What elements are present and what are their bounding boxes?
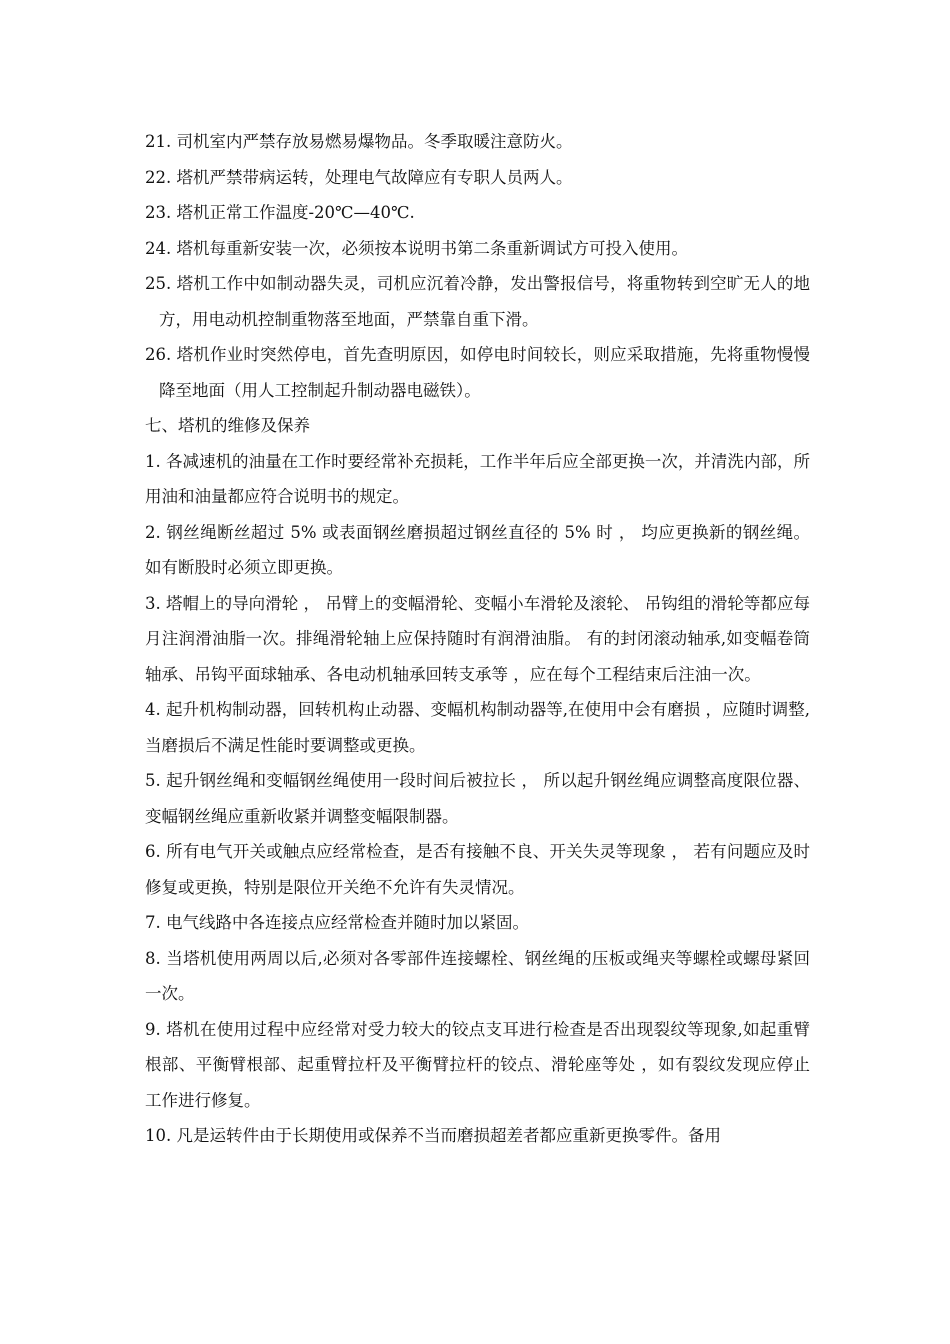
maintenance-item-6: 6. 所有电气开关或触点应经常检查，是否有接触不良、开关失灵等现象 ， 若有问题应及时修复或更换，特别是限位开关绝不允许有失灵情况。	[145, 842, 810, 897]
rule-item-23: 23. 塔机正常工作温度-20℃—40℃.	[145, 203, 415, 222]
rule-item-26: 26. 塔机作业时突然停电，首先查明原因，如停电时间较长，则应采取措施，先将重物慢慢降至地面（用人工控制起升制动器电磁铁）。	[145, 345, 810, 400]
rule-item-22: 22. 塔机严禁带病运转，处理电气故障应有专职人员两人。	[145, 167, 573, 187]
maintenance-item-7: 7. 电气线路中各连接点应经常检查并随时加以紧固。	[145, 913, 529, 932]
maintenance-item-3: 3. 塔帽上的导向滑轮 ， 吊臂上的变幅滑轮、变幅小车滑轮及滚轮、 吊钩组的滑轮等都应每月注润滑油脂一次。排绳滑轮轴上应保持随时有润滑油脂。 有的封闭滚动轴承,如变幅卷筒轴承、吊钩平面球轴承、各电动机轴承回转支承等 ，应在每个工程结束后注油一次。	[145, 593, 810, 684]
maintenance-item-2: 2. 钢丝绳断丝超过 5% 或表面钢丝磨损超过钢丝直径的 5% 时 ， 均应更换新的钢丝绳。如有断股时必须立即更换。	[145, 522, 810, 577]
maintenance-item-8: 8. 当塔机使用两周以后,必须对各零部件连接螺栓、钢丝绳的压板或绳夹等螺栓或螺母紧回一次。	[145, 948, 810, 1003]
maintenance-item-9: 9. 塔机在使用过程中应经常对受力较大的铰点支耳进行检查是否出现裂纹等现象,如起重臂根部、平衡臂根部、起重臂拉杆及平衡臂拉杆的铰点、滑轮座等处 ，如有裂纹发现应停止工作进行修复。	[145, 1019, 810, 1110]
maintenance-item-1: 1. 各减速机的油量在工作时要经常补充损耗，工作半年后应全部更换一次，并清洗内部，所用油和油量都应符合说明书的规定。	[145, 451, 810, 506]
maintenance-item-4: 4. 起升机构制动器，回转机构止动器、变幅机构制动器等,在使用中会有磨损 ，应随时调整,当磨损后不满足性能时要调整或更换。	[145, 700, 810, 755]
section-heading-maintenance: 七、塔机的维修及保养	[145, 416, 310, 435]
rule-item-21: 21. 司机室内严禁存放易燃易爆物品。冬季取暖注意防火。	[145, 132, 573, 151]
document-body	[145, 124, 810, 1154]
rule-item-24: 24. 塔机每重新安装一次，必须按本说明书第二条重新调试方可投入使用。	[145, 238, 688, 258]
rule-item-25: 25. 塔机工作中如制动器失灵，司机应沉着冷静，发出警报信号，将重物转到空旷无人的地方，用电动机控制重物落至地面，严禁靠自重下滑。	[145, 274, 810, 329]
maintenance-item-10: 10. 凡是运转件由于长期使用或保养不当而磨损超差者都应重新更换零件。备用	[145, 1126, 721, 1145]
maintenance-item-5: 5. 起升钢丝绳和变幅钢丝绳使用一段时间后被拉长 ， 所以起升钢丝绳应调整高度限位器、变幅钢丝绳应重新收紧并调整变幅限制器。	[145, 771, 810, 826]
